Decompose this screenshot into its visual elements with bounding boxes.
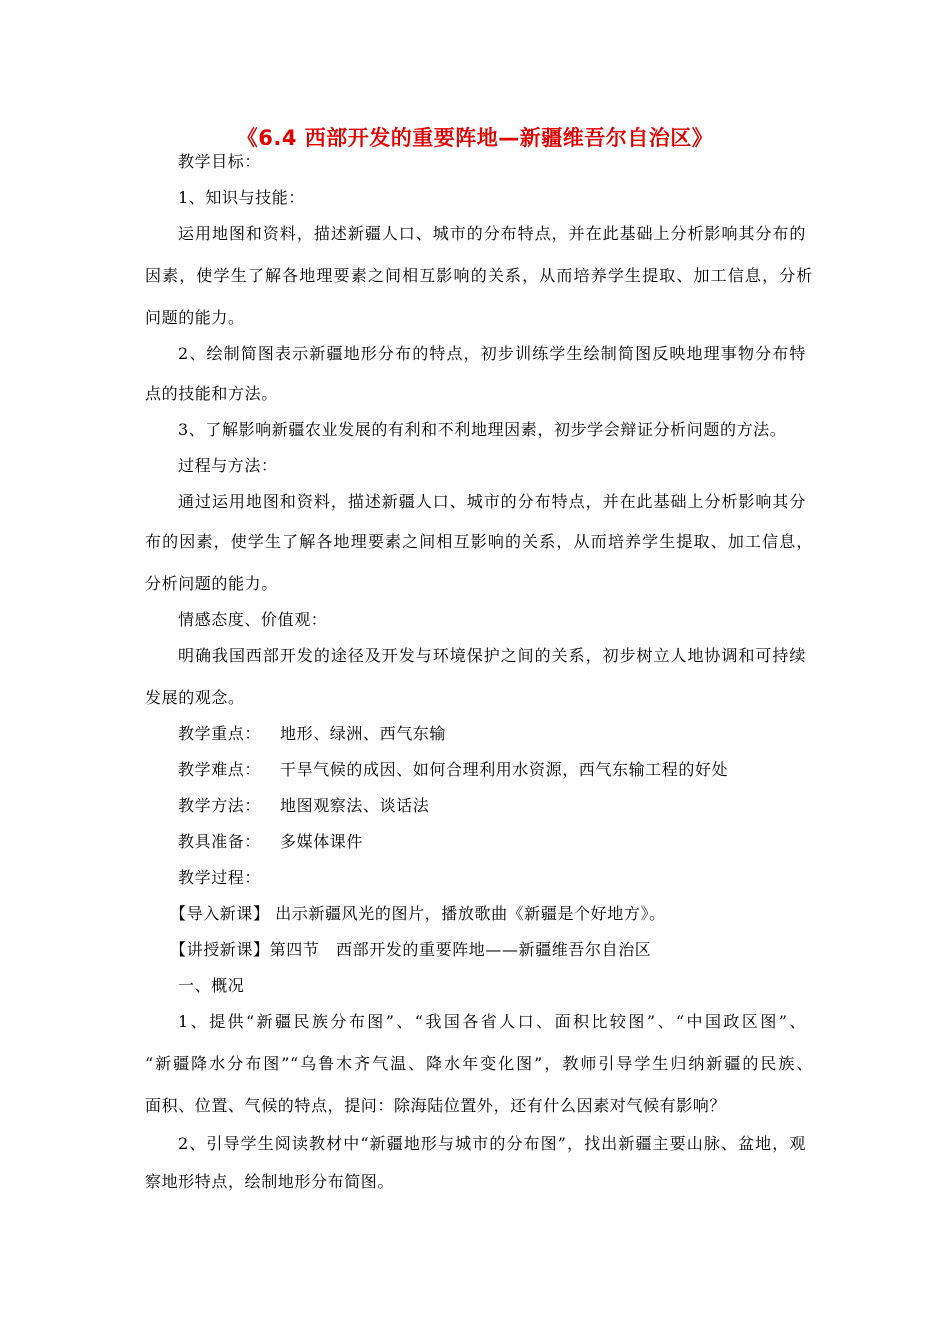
knowledge-heading: 1、知识与技能： xyxy=(178,188,305,207)
emotion-heading: 情感态度、价值观： xyxy=(178,610,328,629)
paragraph-line: 明确我国西部开发的途径及开发与环境保护之间的关系，初步树立人地协调和可持续 xyxy=(178,646,806,665)
difficult-point-value: 干旱气候的成因、如何合理利用水资源，西气东输工程的好处 xyxy=(280,760,729,779)
section-heading: 一、概况 xyxy=(178,976,245,995)
goals-heading: 教学目标： xyxy=(178,152,262,171)
tools-label: 教具准备： xyxy=(178,832,262,851)
method-row xyxy=(178,796,846,816)
paragraph-line: 面积、位置、气候的特点，提问：除海陆位置外，还有什么因素对气候有影响？ xyxy=(145,1096,727,1115)
paragraph-line: 通过运用地图和资料，描述新疆人口、城市的分布特点，并在此基础上分析影响其分 xyxy=(178,492,806,511)
paragraph-line: 3、了解影响新疆农业发展的有利和不利地理因素，初步学会辩证分析问题的方法。 xyxy=(178,420,787,439)
paragraph-line: 察地形特点，绘制地形分布简图。 xyxy=(145,1172,395,1191)
key-point-label: 教学重点： xyxy=(178,724,262,743)
tools-row xyxy=(178,832,846,852)
difficult-point-label: 教学难点： xyxy=(178,760,262,779)
key-point-value: 地形、绿洲、西气东输 xyxy=(280,724,447,743)
paragraph-line: 问题的能力。 xyxy=(145,308,245,327)
key-point-row xyxy=(178,724,846,744)
teach-line: 【讲授新课】第四节 西部开发的重要阵地——新疆维吾尔自治区 xyxy=(170,940,652,959)
teaching-process-heading: 教学过程： xyxy=(178,868,262,887)
document-title: 《6.4 西部开发的重要阵地—新疆维吾尔自治区》 xyxy=(236,126,714,150)
method-label: 教学方法： xyxy=(178,796,262,815)
paragraph-line: 2、绘制简图表示新疆地形分布的特点，初步训练学生绘制简图反映地理事物分布特 xyxy=(178,344,806,363)
paragraph-line: “新疆降水分布图”“乌鲁木齐气温、降水年变化图”，教师引导学生归纳新疆的民族、 xyxy=(145,1054,813,1073)
difficult-point-row xyxy=(178,760,846,780)
paragraph-line: 分析问题的能力。 xyxy=(145,574,278,593)
process-heading: 过程与方法： xyxy=(178,456,278,475)
intro-line: 【导入新课】 出示新疆风光的图片，播放歌曲《新疆是个好地方》。 xyxy=(170,904,666,923)
paragraph-line: 因素，使学生了解各地理要素之间相互影响的关系，从而培养学生提取、加工信息，分析 xyxy=(145,266,813,285)
tools-value: 多媒体课件 xyxy=(280,832,364,851)
method-value: 地图观察法、谈话法 xyxy=(280,796,430,815)
paragraph-line: 2、引导学生阅读教材中“新疆地形与城市的分布图”，找出新疆主要山脉、盆地，观 xyxy=(178,1134,806,1153)
paragraph-line: 发展的观念。 xyxy=(145,688,245,707)
paragraph-line: 点的技能和方法。 xyxy=(145,384,278,403)
paragraph-line: 运用地图和资料，描述新疆人口、城市的分布特点，并在此基础上分析影响其分布的 xyxy=(178,224,806,243)
paragraph-line: 1、提供“新疆民族分布图”、“我国各省人口、面积比较图”、“中国政区图”、 xyxy=(178,1012,806,1031)
paragraph-line: 布的因素，使学生了解各地理要素之间相互影响的关系，从而培养学生提取、加工信息， xyxy=(145,532,813,551)
